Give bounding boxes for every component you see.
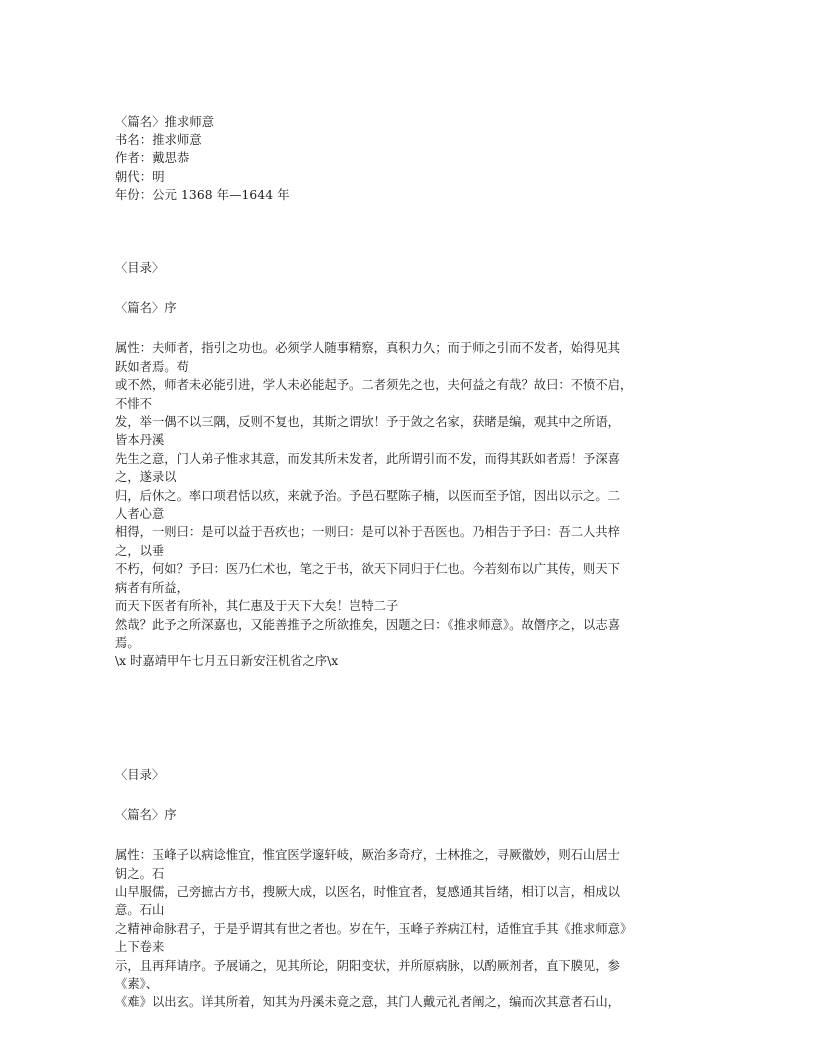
body-line: 或不然，师者未必能引进，学人未必能起予。二者须先之也，夫何益之有哉？故曰：不愤不启， [115,378,633,393]
body-line: 上下卷来 [115,940,165,955]
toc-label: 〈目录〉 [115,767,165,782]
body-line: 不朽，何如？予曰：医乃仁术也，笔之于书，欲天下同归于仁也。今若刻布以广其传，则天下 [115,562,620,577]
body-line: 之，以垂 [115,543,165,558]
section-body [115,339,705,670]
document-section [115,259,705,671]
body-line: 皆本丹溪 [115,433,165,448]
body-line: 相得，一则曰：是可以益于吾疚也；一则曰：是可以补于吾医也。乃相告于予曰：吾二人共梓 [115,525,620,540]
chapter-tag: 〈篇名〉推求师意 [115,115,215,129]
year-field: 年份：公元 1368 年—1644 年 [115,187,290,202]
body-line: 先生之意，门人弟子惟求其意，而发其所未发者，此所谓引而不发，而得其跃如者焉！予深喜 [115,451,620,466]
body-line: 然哉？此予之所深嘉也，又能善推予之所欲推矣，因题之曰：《推求师意》。故僭序之，以志喜 [115,617,621,632]
dynasty-field: 朝代：明 [115,169,165,184]
toc-label: 〈目录〉 [115,261,165,276]
section-body [115,846,705,1012]
body-line: 发，举一偶不以三隅，反则不复也，其斯之谓欤！予于敛之名家，获睹是编，观其中之所语， [115,415,620,430]
body-line: 之，遂录以 [115,470,177,485]
body-line: 人者心意 [115,507,165,522]
section-divider [115,671,705,711]
body-line: 属性：夫师者，指引之功也。必须学人随事精察，真积力久；而于师之引而不发者，始得见其 [115,341,620,356]
body-line: 而天下医者有所补，其仁惠及于天下大矣！岂特二子 [115,599,399,614]
body-line: 属性：玉峰子以病谂惟宜，惟宜医学邃轩岐，厥治多奇疗，士林推之，寻厥徽妙，则石山居士 [115,848,620,863]
body-line: 《素》、 [115,976,159,991]
body-line: 病者有所益， [115,580,189,595]
document-header [115,113,705,204]
chapter-label: 〈篇名〉序 [115,807,177,822]
body-line: 归，后休之。率口项君恬以疚，来就予治。予邑石墅陈子楠，以医而至予馆，因出以示之。二 [115,488,620,503]
body-line: 不悱不 [115,396,152,411]
body-line: 焉。 [115,635,140,650]
author-field: 作者：戴思恭 [115,151,190,166]
body-line: 示，且再拜请序。予展诵之，见其所论，阴阳变状，并所原病脉，以酌厥剂者，直下膜见，参 [115,958,620,973]
book-title-field: 书名：推求师意 [115,133,202,148]
body-line: 意。石山 [115,903,165,918]
body-line: 钥之。石 [115,866,165,881]
body-line: 山早服儒，己旁摭古方书，搜厥大成，以医名，时惟宜者，复感通其旨绪，相订以言，相成以 [115,884,620,899]
document-section [115,766,705,1012]
chapter-label: 〈篇名〉序 [115,301,177,316]
body-line: 《难》以出玄。详其所着，知其为丹溪未竟之意，其门人戴元礼者阐之，编而次其意者石山， [115,995,620,1010]
colophon-line: \x 时嘉靖甲午七月五日新安汪机省之序\x [115,654,339,669]
body-line: 跃如者焉。苟 [115,359,189,374]
document-content [115,113,705,1012]
body-line: 之精神命脉君子，于是乎谓其有世之者也。岁在午，玉峰子养病江村，适惟宜手其《推求师意》 [115,921,633,936]
